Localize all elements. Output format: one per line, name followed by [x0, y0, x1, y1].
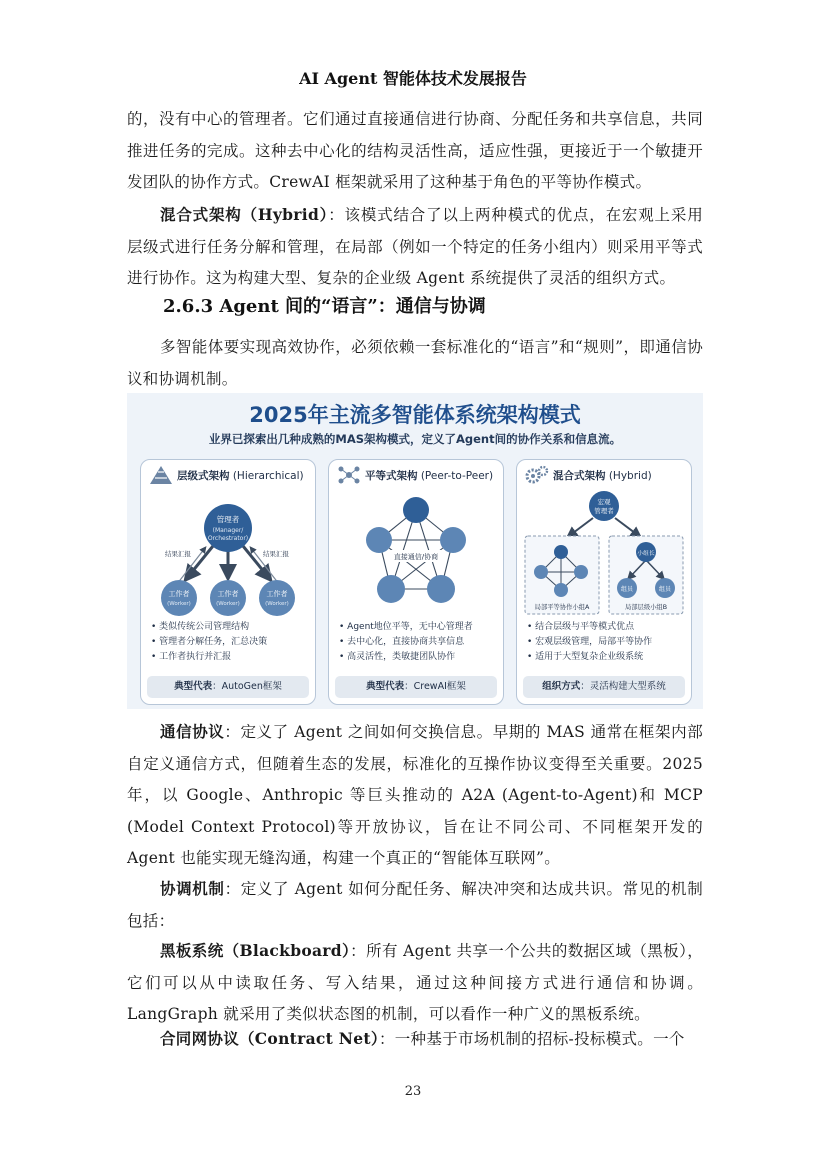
panel-hybrid	[516, 459, 692, 705]
svg-text:(Worker): (Worker)	[265, 601, 289, 607]
gears-icon	[525, 465, 549, 485]
hierarchical-footer: 典型代表：AutoGen框架	[147, 676, 309, 698]
panel-hierarchical-title: 层级式架构 (Hierarchical)	[177, 470, 304, 482]
peer-node	[366, 527, 392, 553]
worker-node	[210, 580, 246, 616]
macro-manager-node	[589, 491, 619, 521]
svg-text:宏观: 宏观	[597, 498, 611, 506]
paragraph-contract-net	[127, 1023, 703, 1056]
paragraph-hybrid-text: ：该模式结合了以上两种模式的优点，在宏观上采用层级式进行任务分解和管理，在局部（例如一个特定的任务小组内）则采用平等式进行协作。这为构建大型、复杂的企业级 Agent 系统提供了灵活的组织方式。	[127, 206, 703, 287]
paragraph-communication-protocol	[127, 716, 703, 875]
paragraph-hybrid	[127, 199, 703, 295]
svg-text:工作者: 工作者	[168, 590, 190, 598]
svg-text:工作者: 工作者	[217, 590, 239, 598]
worker-node	[259, 580, 295, 616]
term-contract-net: 合同网协议（Contract Net）	[160, 1029, 379, 1048]
paragraph-blackboard-text: ：所有 Agent 共享一个公共的数据区域（黑板），它们可以从中读取任务、写入结果，通过这种间接方式进行通信和协调。LangGraph 就采用了类似状态图的机制，可以看作一种广义的黑板系统。	[127, 942, 704, 1023]
panel-hierarchical	[140, 459, 316, 705]
svg-text:管理者: 管理者	[594, 507, 614, 515]
svg-text:(Worker): (Worker)	[216, 601, 240, 607]
term-communication-protocol: 通信协议	[160, 722, 225, 741]
svg-text:局部平等协作小组A: 局部平等协作小组A	[534, 604, 590, 611]
svg-text:小组长: 小组长	[637, 551, 655, 557]
svg-text:结果汇报: 结果汇报	[165, 550, 191, 558]
svg-text:结果汇报: 结果汇报	[263, 550, 289, 558]
figure-title: 2025年主流多智能体系统架构模式	[249, 403, 581, 427]
paragraph-coordination-text: ：定义了 Agent 如何分配任务、解决冲突和达成共识。常见的机制包括：	[127, 880, 703, 930]
svg-text:管理者: 管理者	[216, 515, 240, 524]
pyramid-icon	[149, 465, 173, 485]
hybrid-footer: 组织方式：灵活构建大型系统	[523, 676, 685, 698]
svg-text:直接通信/协商: 直接通信/协商	[393, 553, 439, 561]
panel-hybrid-title: 混合式架构 (Hybrid)	[553, 470, 652, 482]
group-a-node	[554, 583, 568, 597]
group-a-node	[574, 565, 588, 579]
peer-node	[377, 575, 405, 603]
term-blackboard: 黑板系统（Blackboard）	[160, 941, 351, 960]
architecture-figure	[127, 393, 703, 709]
peer-bullets: • Agent地位平等，无中心管理者 • 去中心化，直接协商共享信息 • 高灵活性，类敏捷团队协作	[339, 620, 473, 665]
hierarchical-bullets: • 类似传统公司管理结构 • 管理者分解任务，汇总决策 • 工作者执行并汇报	[151, 620, 267, 665]
svg-text:(Worker): (Worker)	[167, 601, 191, 607]
network-icon	[337, 465, 361, 485]
hybrid-bullets: • 结合层级与平等模式优点 • 宏观层级管理，局部平等协作 • 适用于大型复杂企业级系统	[527, 620, 652, 665]
peer-footer: 典型代表：CrewAI框架	[335, 676, 497, 698]
svg-text:组员: 组员	[658, 586, 672, 593]
term-hybrid: 混合式架构（Hybrid）	[160, 205, 329, 224]
page-header: AI Agent 智能体技术发展报告	[299, 69, 527, 88]
paragraph-communication-text: ：定义了 Agent 之间如何交换信息。早期的 MAS 通常在框架内部自定义通信方式，但随着生态的发展，标准化的互操作协议变得至关重要。2025 年，以 Google、Anthropic 等巨头推动的 A2A (Agent-to-Agent)和 MCP (Model Context Protocol)等开放协议，旨在让不同公司、不同框架开发的 Agent 也能实现无缝沟通，构建一个真正的“智能体互联网”。	[127, 723, 703, 867]
peer-node	[403, 497, 429, 523]
hierarchical-diagram	[145, 490, 311, 618]
section-heading: 2.6.3 Agent 间的“语言”：通信与协调	[163, 296, 486, 317]
group-a-node	[554, 545, 568, 559]
paragraph-peer-continuation: 的，没有中心的管理者。它们通过直接通信进行协商、分配任务和共享信息，共同推进任务的完成。这种去中心化的结构灵活性高，适应性强，更接近于一个敏捷开发团队的协作方式。CrewAI 框架就采用了这种基于角色的平等协作模式。	[127, 110, 703, 191]
svg-text:局部层级小组B: 局部层级小组B	[624, 604, 668, 611]
group-a-node	[534, 565, 548, 579]
svg-text:工作者: 工作者	[266, 590, 288, 598]
paragraph-intro: 多智能体要实现高效协作，必须依赖一套标准化的“语言”和“规则”，即通信协议和协调机制。	[127, 338, 703, 388]
panel-peer-to-peer	[328, 459, 504, 705]
panel-peer-title: 平等式架构 (Peer-to-Peer)	[365, 470, 494, 482]
paragraph-blackboard	[127, 935, 703, 1031]
svg-text:组员: 组员	[620, 586, 634, 593]
peer-diagram	[333, 490, 499, 618]
term-coordination: 协调机制	[160, 879, 225, 898]
figure-subtitle: 业界已探索出几种成熟的MAS架构模式，定义了Agent间的协作关系和信息流。	[208, 432, 622, 446]
worker-node	[161, 580, 197, 616]
svg-text:(Manager/: (Manager/	[212, 527, 244, 534]
paragraph-coordination	[127, 873, 703, 937]
peer-node	[440, 527, 466, 553]
peer-node	[427, 575, 455, 603]
paragraph-contract-net-text: ：一种基于市场机制的招标-投标模式。一个	[378, 1030, 685, 1048]
page-number: 23	[404, 1084, 422, 1099]
svg-text:Orchestrator): Orchestrator)	[207, 535, 249, 542]
hybrid-diagram	[521, 490, 687, 618]
